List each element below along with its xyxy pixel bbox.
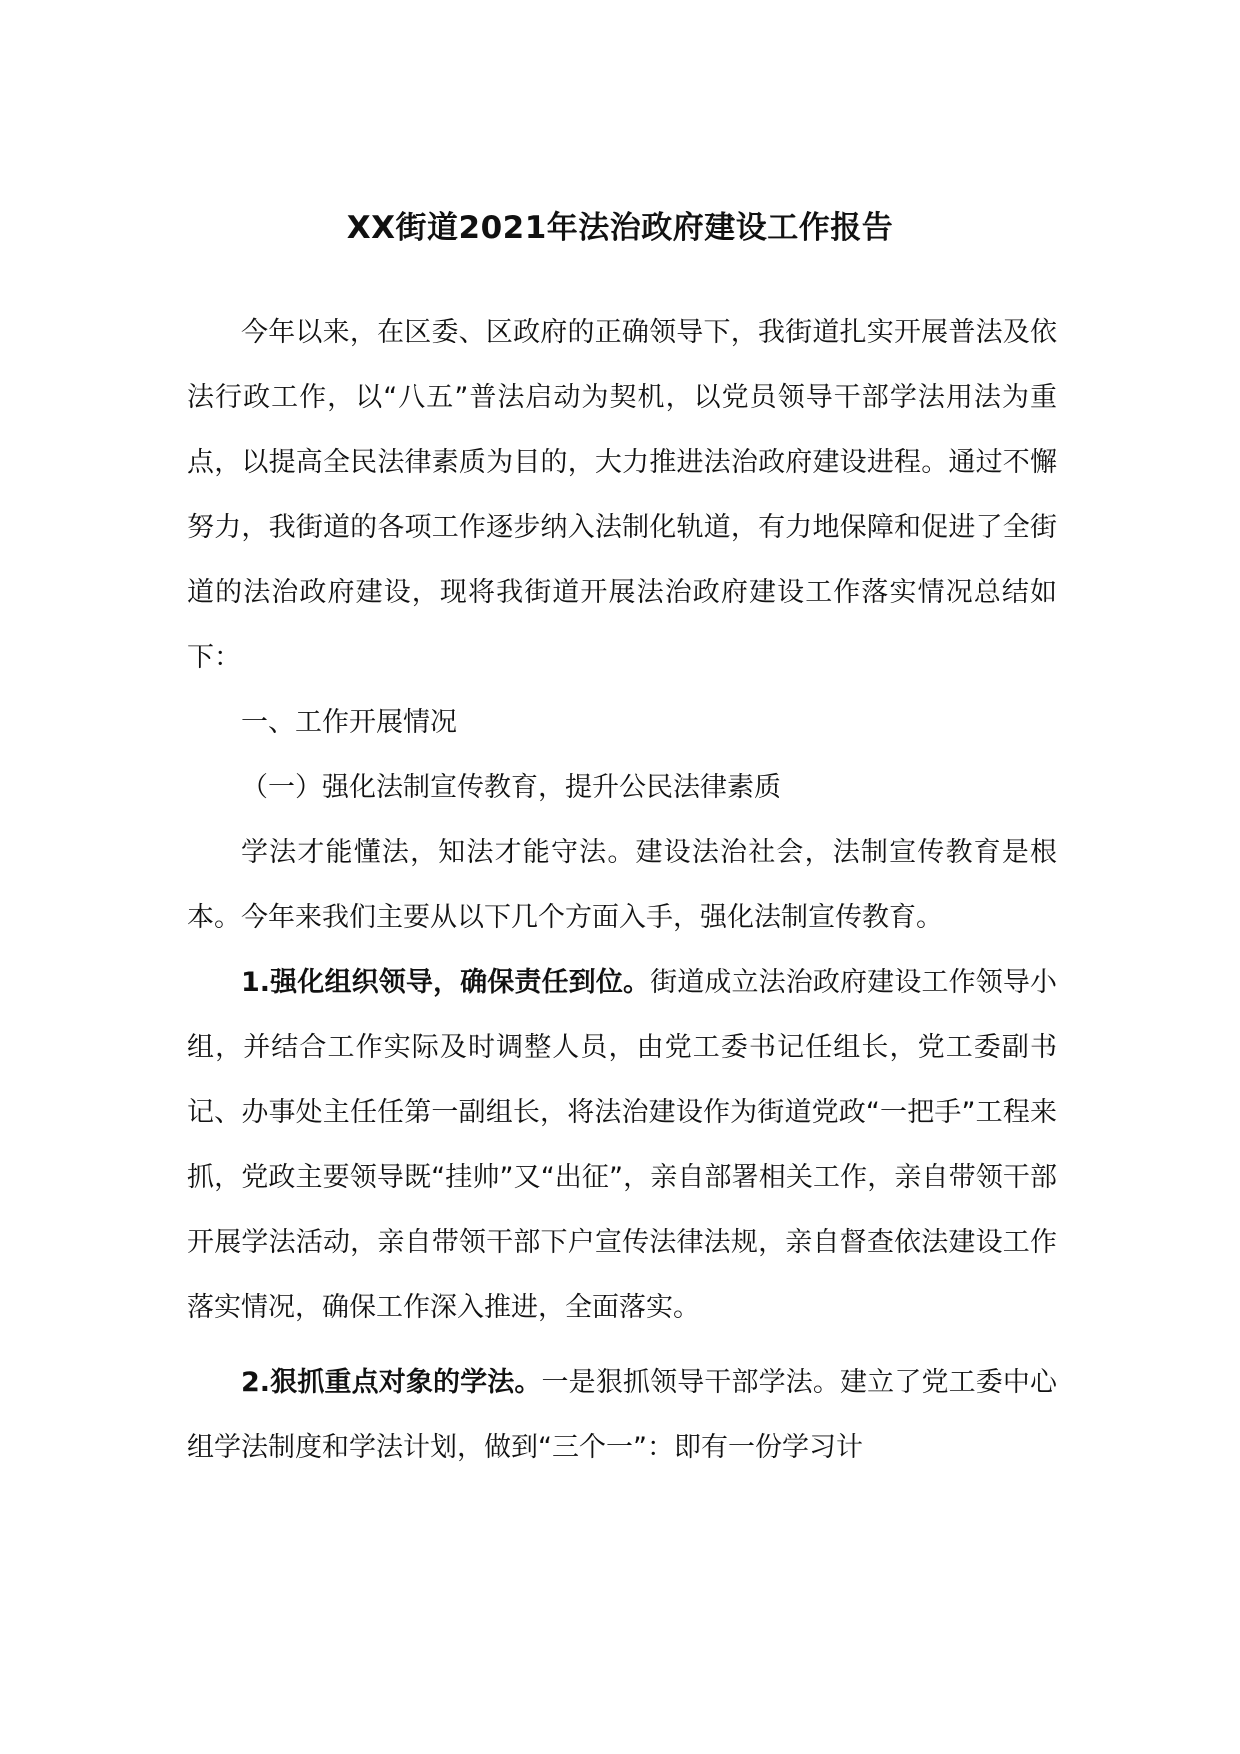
key-targets-paragraph bbox=[187, 1350, 1057, 1480]
document-body bbox=[187, 300, 1057, 1480]
education-paragraph bbox=[187, 820, 1057, 950]
organization-paragraph bbox=[187, 950, 1057, 1340]
intro-paragraph bbox=[187, 300, 1057, 690]
subsection-heading-text: （一）强化法制宣传教育，提升公民法律素质 bbox=[241, 772, 781, 803]
organization-lead: 1.强化组织领导，确保责任到位。 bbox=[241, 967, 651, 998]
key-targets-lead: 2.狠抓重点对象的学法。 bbox=[241, 1367, 542, 1398]
intro-paragraph-text: 今年以来，在区委、区政府的正确领导下，我街道扎实开展普法及依法行政工作，以“八五”普法启动为契机，以党员领导干部学法用法为重点，以提高全民法律素质为目的，大力推进法治政府建设进程。通过不懈努力，我街道的各项工作逐步纳入法制化轨道，有力地保障和促进了全街道的法治政府建设，现将我街道开展法治政府建设工作落实情况总结如下： bbox=[187, 317, 1057, 673]
education-paragraph-text: 学法才能懂法，知法才能守法。建设法治社会，法制宣传教育是根本。今年来我们主要从以下几个方面入手，强化法制宣传教育。 bbox=[187, 837, 1057, 933]
document-title: XX街道2021年法治政府建设工作报告 bbox=[346, 210, 894, 246]
section-heading bbox=[187, 690, 1057, 755]
organization-text: 街道成立法治政府建设工作领导小组，并结合工作实际及时调整人员，由党工委书记任组长，党工委副书记、办事处主任任第一副组长，将法治建设作为街道党政“一把手”工程来抓，党政主要领导既“挂帅”又“出征”，亲自部署相关工作，亲自带领干部开展学法活动，亲自带领干部下户宣传法律法规，亲自督查依法建设工作落实情况，确保工作深入推进，全面落实。 bbox=[187, 967, 1058, 1323]
key-targets-text: 一是狠抓领导干部学法。建立了党工委中心组学法制度和学法计划，做到“三个一”：即有一份学习计 bbox=[187, 1367, 1057, 1463]
subsection-heading bbox=[187, 755, 1057, 820]
section-heading-text: 一、工作开展情况 bbox=[241, 707, 457, 738]
